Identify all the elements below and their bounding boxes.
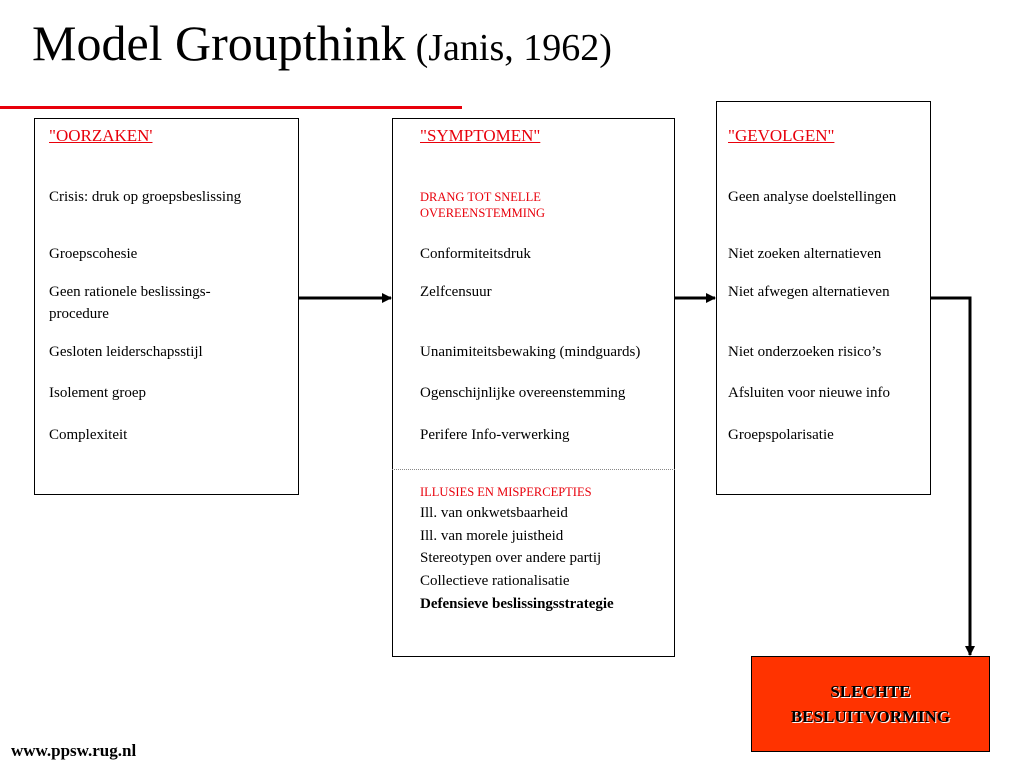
result-label: SLECHTE BESLUITVORMING xyxy=(790,682,951,726)
symptoms-header: "SYMPTOMEN" xyxy=(420,126,541,145)
symptom-item: Stereotypen over andere partij xyxy=(420,550,602,566)
cause-item: Groepscohesie xyxy=(49,246,138,262)
symptom-item: Collectieve rationalisatie xyxy=(420,573,570,589)
symptom-item: Perifere Info-verwerking xyxy=(420,427,570,443)
cause-item: Gesloten leiderschapsstijl xyxy=(49,344,203,360)
effect-item: Niet zoeken alternatieven xyxy=(728,246,882,262)
title-main: Model Groupthink xyxy=(32,15,406,71)
effects-header: "GEVOLGEN" xyxy=(728,126,835,145)
symptom-item: Ill. van onkwetsbaarheid xyxy=(420,505,568,521)
arrow-effects-to-result xyxy=(931,298,970,655)
effect-item: Niet onderzoeken risico’s xyxy=(728,344,882,360)
symptom-item: Unanimiteitsbewaking (mindguards) xyxy=(420,344,641,360)
symptom-item: Ogenschijnlijke overeenstemming xyxy=(420,385,626,401)
symptom-item: Ill. van morele juistheid xyxy=(420,528,564,544)
result-box xyxy=(751,656,990,752)
cause-item: Crisis: druk op groepsbeslissing xyxy=(49,189,242,205)
effect-item: Geen analyse doelstellingen xyxy=(728,189,897,205)
symptom-item-emphasis: Defensieve beslissingsstrategie xyxy=(420,596,614,612)
causes-header: "OORZAKEN' xyxy=(49,126,153,145)
cause-item: Geen rationele beslissings- xyxy=(49,284,211,300)
effect-item: Afsluiten voor nieuwe info xyxy=(728,385,891,401)
title-citation: (Janis, 1962) xyxy=(415,27,612,69)
symptoms-group1-label-line1: DRANG TOT SNELLE xyxy=(420,190,541,204)
symptom-item: Zelfcensuur xyxy=(420,284,492,300)
symptoms-group2-label: ILLUSIES EN MISPERCEPTIES xyxy=(420,485,592,499)
effect-item: Groepspolarisatie xyxy=(728,427,834,443)
symptom-item: Conformiteitsdruk xyxy=(420,246,531,262)
footer-url: www.ppsw.rug.nl xyxy=(11,741,137,760)
cause-item: Complexiteit xyxy=(49,427,128,443)
effect-item: Niet afwegen alternatieven xyxy=(728,284,890,300)
symptoms-group1-label-line2: OVEREENSTEMMING xyxy=(420,206,545,220)
cause-item: Isolement groep xyxy=(49,385,147,401)
cause-item-continuation: procedure xyxy=(49,306,109,322)
